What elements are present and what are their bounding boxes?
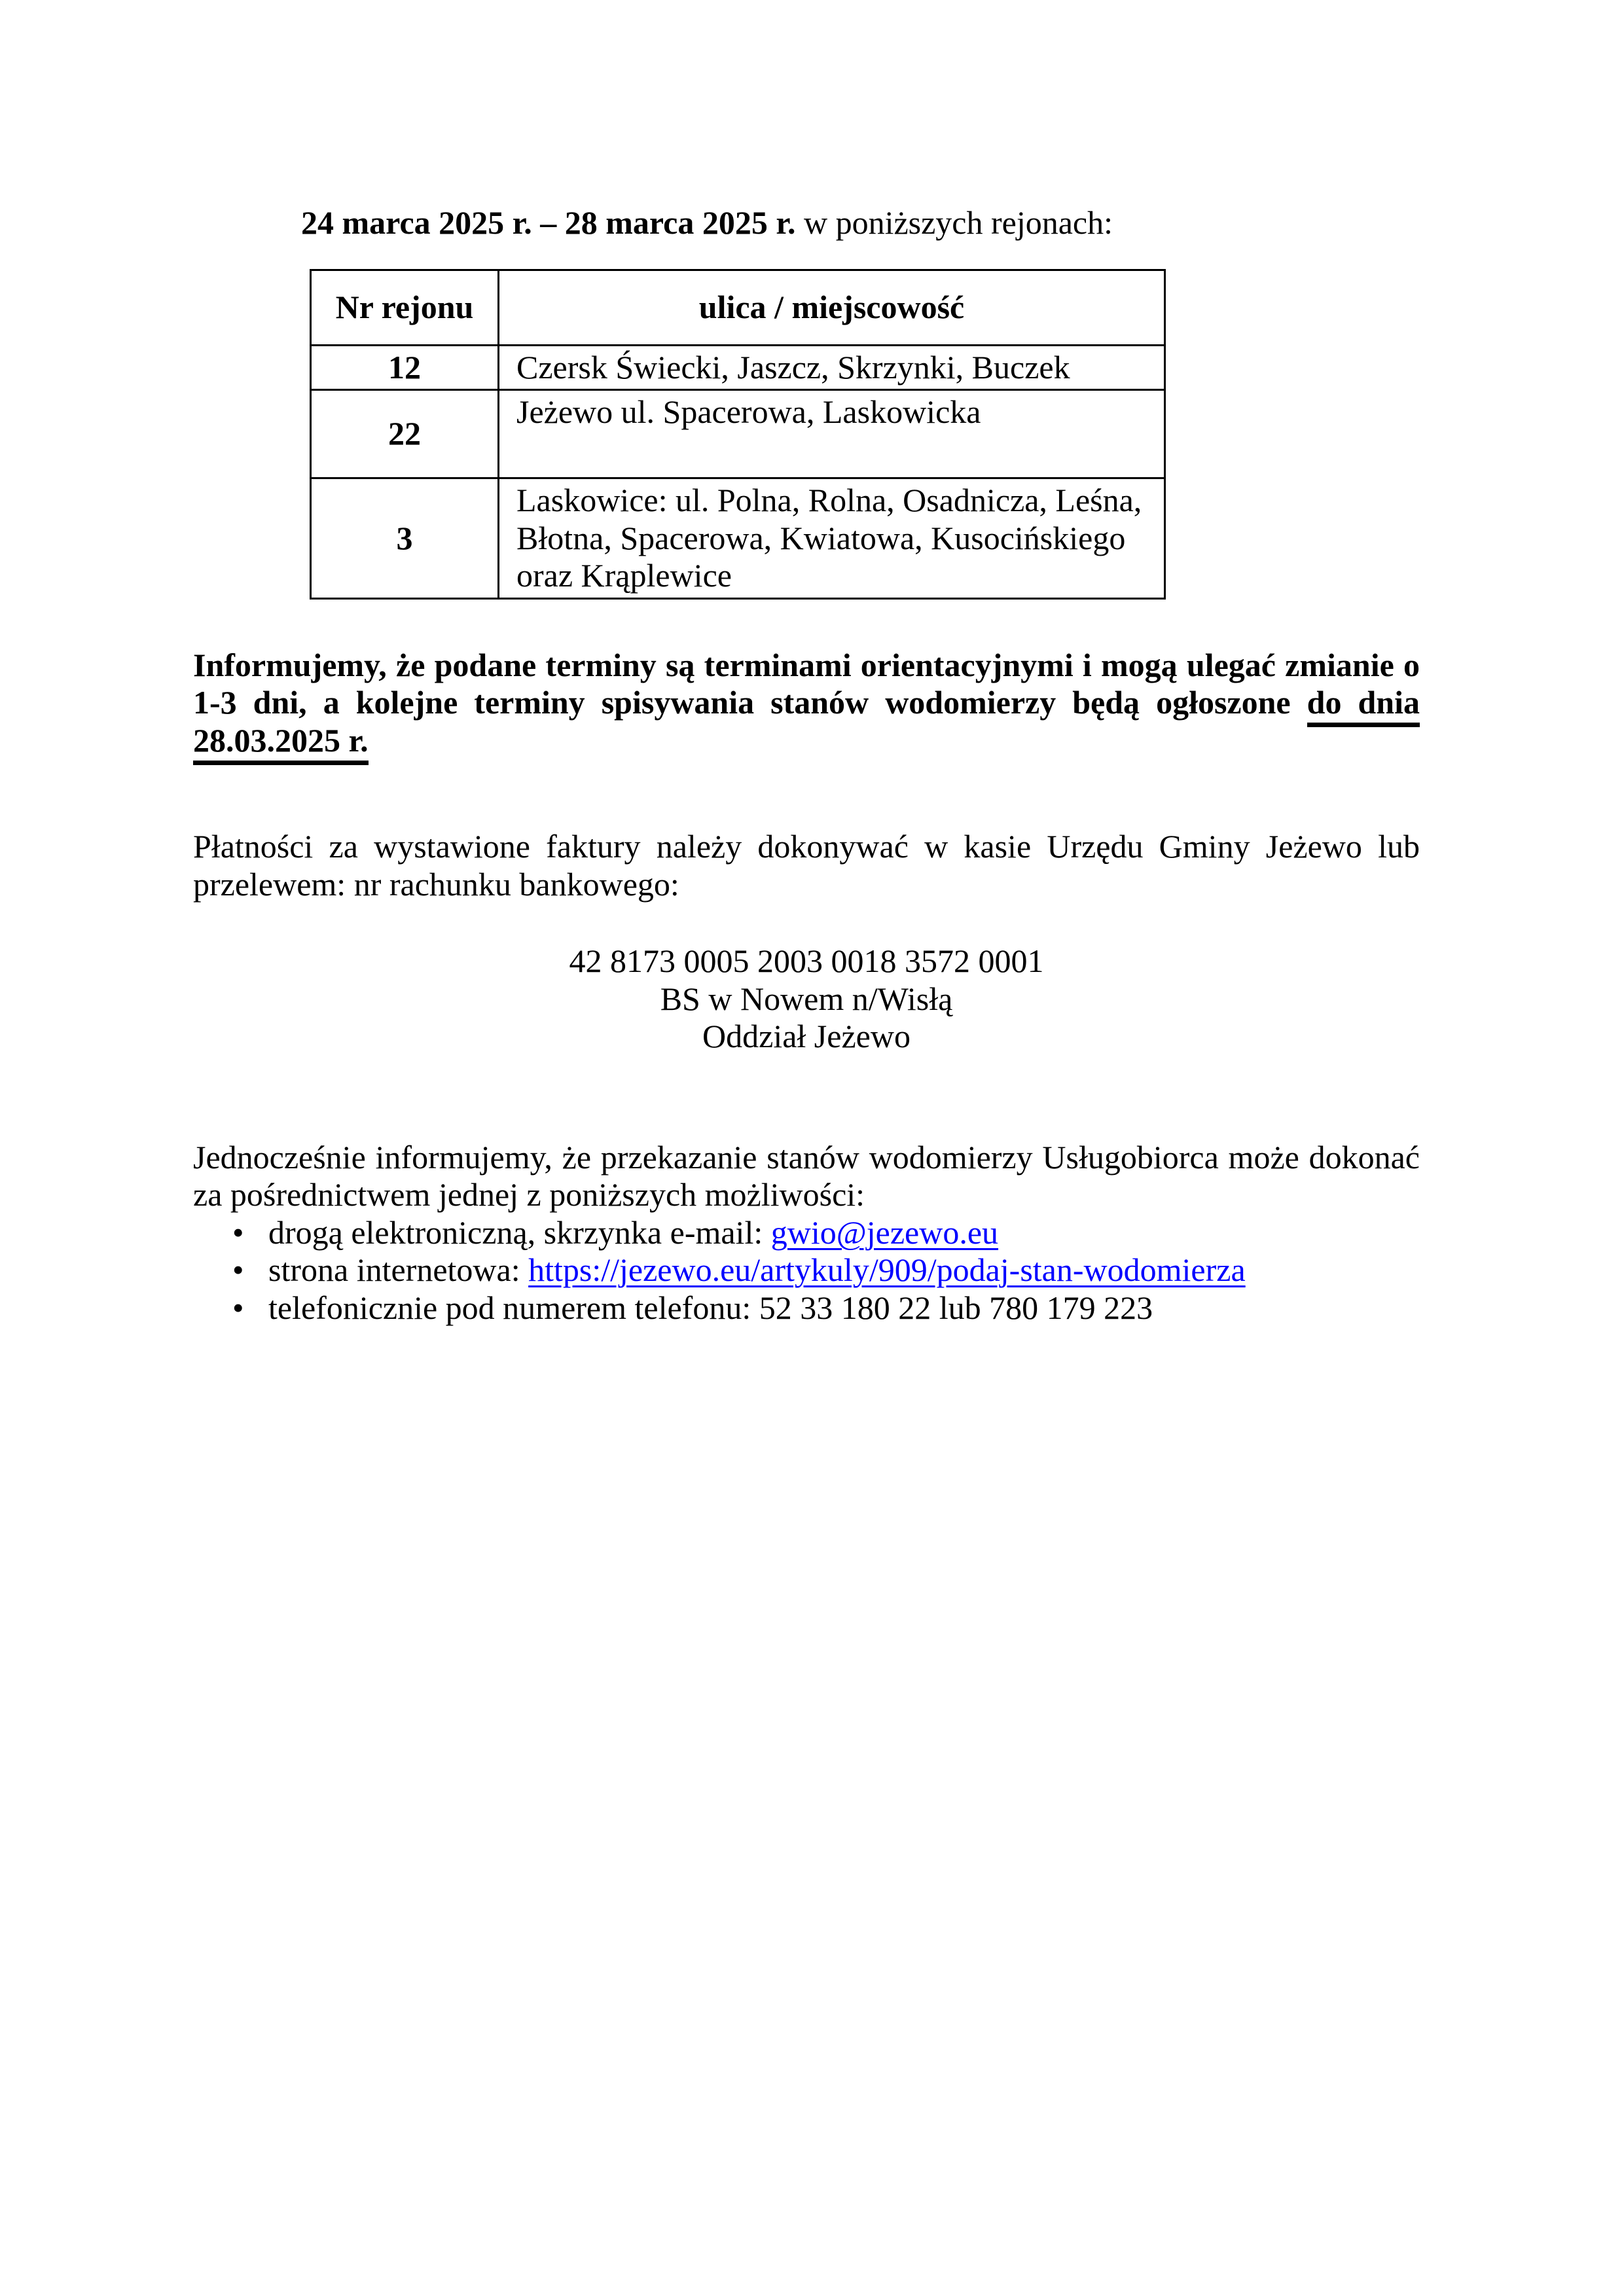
- list-item-website: [193, 1251, 1420, 1289]
- streets-cell: Laskowice: ul. Polna, Rolna, Osadnicza, Leśna, Błotna, Spacerowa, Kwiatowa, Kusocińskiego oraz Krąplewice: [499, 478, 1165, 599]
- bullet-icon: •: [232, 1213, 244, 1251]
- bullet-text: telefonicznie pod numerem telefonu: 52 33 180 22 lub 780 179 223: [268, 1289, 1153, 1326]
- date-range: 24 marca 2025 r. – 28 marca 2025 r.: [301, 204, 796, 241]
- bullet-icon: •: [232, 1251, 244, 1288]
- col-header-street: ulica / miejscowość: [499, 270, 1165, 345]
- email-link[interactable]: gwio@jezewo.eu: [770, 1213, 999, 1251]
- notice-deadline-underlined: do dnia 28.03.2025 r.: [193, 684, 1420, 765]
- list-item-phone: [193, 1289, 1420, 1327]
- bullet-text: strona internetowa:: [268, 1251, 529, 1288]
- streets-cell: Czersk Świecki, Jaszcz, Skrzynki, Buczek: [499, 345, 1165, 390]
- bullet-text: drogą elektroniczną, skrzynka e-mail:: [268, 1213, 771, 1251]
- region-number-cell: 3: [311, 478, 499, 599]
- notice-text: Informujemy, że podane terminy są terminami orientacyjnymi i mogą ulegać zmianie o 1-3 dni, a kolejne terminy spisywania stanów wodomierzy będą ogłoszone: [193, 646, 1420, 721]
- submission-list: [193, 1214, 1420, 1327]
- table-row: [311, 478, 1165, 599]
- schedule-table: [310, 269, 1166, 600]
- table-row: [311, 345, 1165, 390]
- payment-paragraph: Płatności za wystawione faktury należy dokonywać w kasie Urzędu Gminy Jeżewo lub przelewem: nr rachunku bankowego:: [193, 828, 1420, 903]
- col-header-region: Nr rejonu: [311, 270, 499, 345]
- notice-paragraph: [193, 647, 1420, 760]
- bank-branch: Oddział Jeżewo: [702, 1018, 911, 1054]
- streets-cell: Jeżewo ul. Spacerowa, Laskowicka: [499, 390, 1165, 478]
- table-row: [311, 390, 1165, 478]
- website-link[interactable]: https://jezewo.eu/artykuly/909/podaj-stan-wodomierza: [528, 1251, 1246, 1288]
- date-range-suffix: w poniższych rejonach:: [803, 204, 1113, 241]
- submission-paragraph: Jednocześnie informujemy, że przekazanie stanów wodomierzy Usługobiorca może dokonać za pośrednictwem jednej z poniższych możliwości:: [193, 1138, 1420, 1213]
- list-item-email: [193, 1214, 1420, 1252]
- table-header-row: [311, 270, 1165, 345]
- bank-details: [193, 942, 1420, 1056]
- bullet-icon: •: [232, 1289, 244, 1326]
- region-number-cell: 12: [311, 345, 499, 390]
- bank-account-number: 42 8173 0005 2003 0018 3572 0001: [569, 942, 1044, 979]
- bank-name: BS w Nowem n/Wisłą: [660, 980, 953, 1017]
- document-content: [193, 0, 1420, 1327]
- region-number-cell: 22: [311, 390, 499, 478]
- date-range-heading: [193, 204, 1420, 242]
